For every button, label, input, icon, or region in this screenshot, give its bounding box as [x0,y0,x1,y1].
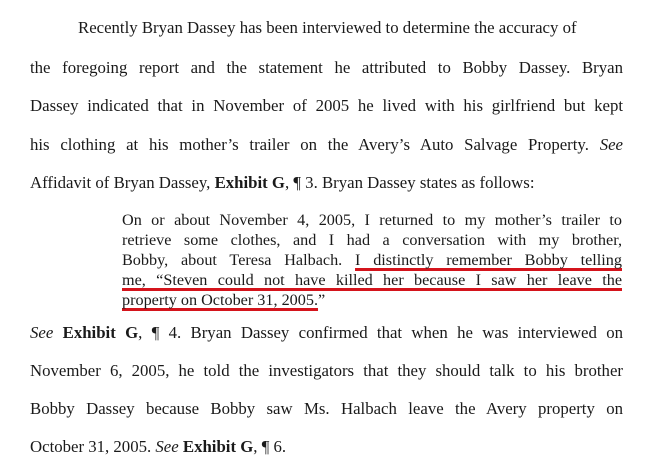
para2-line3 [30,398,623,420]
para1-line2 [30,57,623,79]
exhibit-reference: Exhibit G [62,323,139,342]
para1-line4-text: his clothing at his mother’s trailer on the Avery’s Auto Salvage Property. [30,135,589,154]
para2-line1-post: , ¶ 4. Bryan Dassey confirmed that when he was interviewed on [138,323,623,342]
quote-line4-text: me, “Steven could not have killed her because I saw her leave the [122,271,622,289]
para1-line4-see: See [599,135,623,154]
para1-line5 [30,172,623,194]
para1-line1-text: Recently Bryan Dassey has been interviewed to determine the accuracy of [78,18,577,37]
para1-line5-pre: Affidavit of Bryan Dassey, [30,173,215,192]
quote-line2 [122,230,622,250]
para2-line1-see: See [30,323,54,342]
para2-line4-pre: October 31, 2005. [30,437,156,456]
para1-line3-text: Dassey indicated that in November of 2005 he lived with his girlfriend but kept [30,96,623,115]
quote-line3 [122,250,622,270]
quote-highlight-end: property on October 31, 2005. [122,291,319,309]
para2-line3-text: Bobby Dassey because Bobby saw Ms. Halbach leave the Avery property on [30,399,623,418]
quote-line3-plain: Bobby, about Teresa Halbach. [122,251,343,269]
quote-line4 [122,270,622,290]
para1-line1 [78,17,623,39]
para2-line2-text: November 6, 2005, he told the investigators that they should talk to his brother [30,361,623,380]
quote-close-mark: ” [318,291,326,309]
quote-highlight-start: I distinctly remember Bobby telling [355,251,622,269]
quote-line1-text: On or about November 4, 2005, I returned to my mother’s trailer to [122,211,622,229]
quote-line1 [122,210,622,230]
exhibit-reference: Exhibit G [182,437,254,456]
para2-line4 [30,436,623,458]
para2-line2 [30,360,623,382]
exhibit-reference: Exhibit G [214,173,285,192]
quote-line2-text: retrieve some clothes, and I had a conversation with my brother, [122,231,622,249]
para1-line5-post: , ¶ 3. Bryan Dassey states as follows: [284,173,535,192]
para1-line2-text: the foregoing report and the statement he attributed to Bobby Dassey. Bryan [30,58,623,77]
para2-line4-post: , ¶ 6. [253,437,287,456]
para2-line1 [30,322,623,344]
para2-line4-see: See [155,437,179,456]
para1-line4 [30,134,623,156]
quote-line5 [122,290,622,310]
para1-line3 [30,95,623,117]
